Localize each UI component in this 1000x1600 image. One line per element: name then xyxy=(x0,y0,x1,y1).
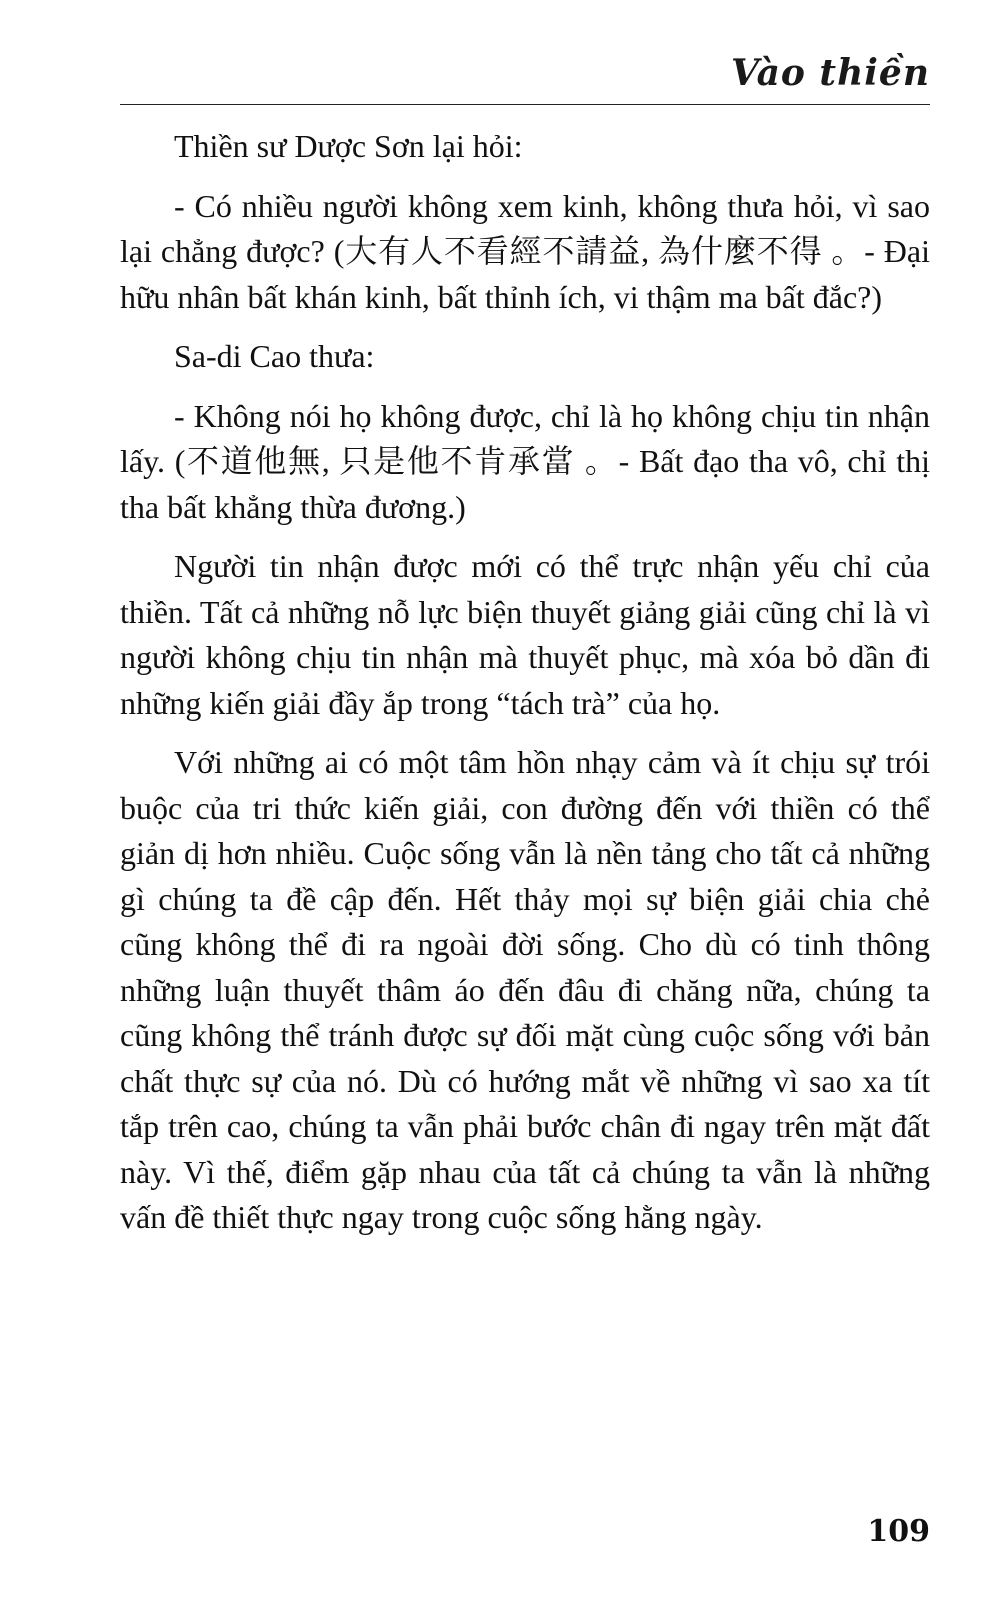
page-number: 109 xyxy=(867,1514,930,1549)
running-title: Vào thiền xyxy=(730,52,930,94)
running-header xyxy=(120,40,930,105)
paragraph-commentary-2: Với những ai có một tâm hồn nhạy cảm và ít chịu sự trói buộc của tri thức kiến giải, con đường đến với thiền có thể giản dị hơn nhiều. Cuộc sống vẫn là nền tảng cho tất cả những gì chúng ta đề cập đến. Hết thảy mọi sự biện giải chia chẻ cũng không thể đi ra ngoài đời sống. Cho dù có tinh thông những luận thuyết thâm áo đến đâu đi chăng nữa, chúng ta cũng không thể tránh được sự đối mặt cùng cuộc sống với bản chất thực sự của nó. Dù có hướng mắt về những vì sao xa tít tắp trên cao, chúng ta vẫn phải bước chân đi ngay trên mặt đất này. Vì thế, điểm gặp nhau của tất cả chúng ta vẫn là những vấn đề thiết thực ngay trong cuộc sống hằng ngày. xyxy=(120,744,930,1235)
paragraph-question-intro: Thiền sư Dược Sơn lại hỏi: xyxy=(174,128,523,164)
paragraph-answer-intro: Sa-di Cao thưa: xyxy=(174,338,375,374)
paragraph-question: - Có nhiều người không xem kinh, không thưa hỏi, vì sao lại chẳng được? (大有人不看經不請益, 為什麼不得 。- Đại hữu nhân bất khán kinh, bất thỉnh ích, vi thậm ma bất đắc?) xyxy=(120,187,930,315)
paragraph-commentary-1: Người tin nhận được mới có thể trực nhận yếu chỉ của thiền. Tất cả những nỗ lực biện thuyết giảng giải cũng chỉ là vì người không chịu tin nhận mà thuyết phục, mà xóa bỏ dần đi những kiến giải đầy ắp trong “tách trà” của họ. xyxy=(120,548,930,721)
paragraph-answer: - Không nói họ không được, chỉ là họ không chịu tin nhận lấy. (不道他無, 只是他不肯承當 。- Bất đạo tha vô, chỉ thị tha bất khẳng thừa đương.) xyxy=(120,397,930,525)
body-text xyxy=(120,124,930,1255)
